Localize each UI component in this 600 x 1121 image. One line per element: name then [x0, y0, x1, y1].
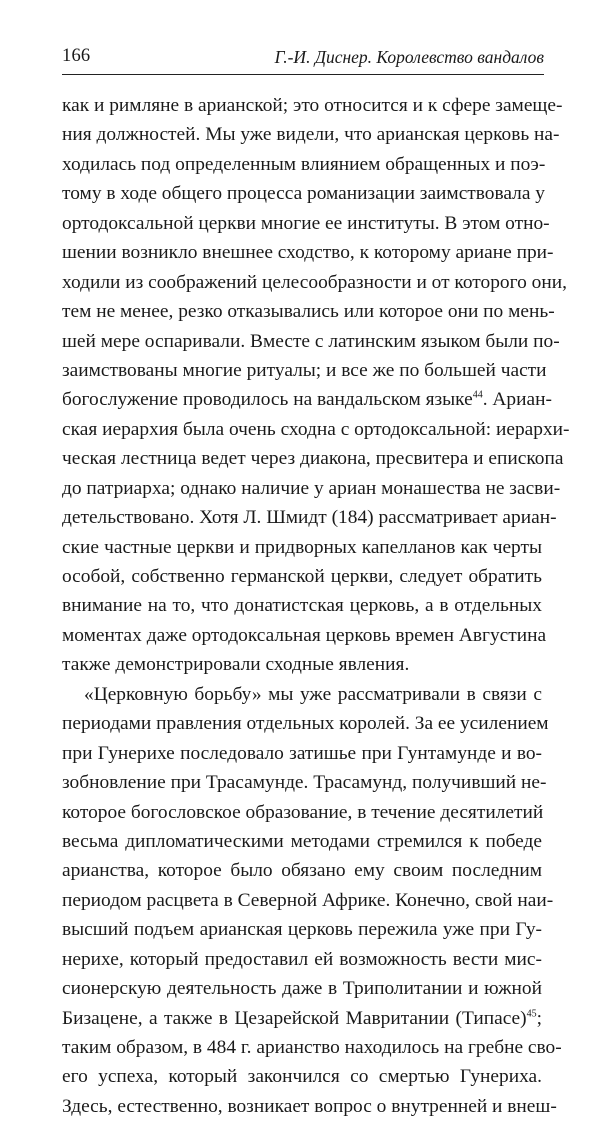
text-line: Здесь, естественно, возникает вопрос о внутренней и внеш- — [62, 1095, 557, 1117]
text-line: как и римляне в арианской; это относится и к сфере замеще- — [62, 95, 563, 116]
text-line: ские частные церкви и придворных капелланов как черты — [62, 536, 542, 558]
paragraph-1 — [62, 91, 570, 680]
text-line: ортодоксальной церкви многие ее институты. В этом отно- — [62, 212, 550, 234]
text-segment: . Ариан- — [482, 389, 552, 411]
text-line: шей мере оспаривали. Вместе с латинским языком были по- — [62, 330, 560, 352]
running-head: Г.-И. Диснер. Королевство вандалов — [274, 47, 544, 67]
text-line: также демонстрировали сходные явления. — [62, 654, 410, 676]
body-text — [62, 91, 570, 1121]
text-line: при Гунерихе последовало затишье при Гунтамунде и во- — [62, 742, 542, 764]
paragraph-2 — [62, 680, 562, 1121]
text-line: нерихе, который предоставил ей возможность вести мис- — [62, 948, 542, 970]
footnote-ref-44: 44 — [472, 389, 483, 401]
text-line: высший подъем арианская церковь пережила уже при Гу- — [62, 919, 542, 941]
text-segment: ; — [536, 1007, 542, 1029]
text-line: моментах даже ортодоксальная церковь времен Августина — [62, 624, 547, 646]
text-line: ческая лестница ведет через диакона, пресвитера и епископа — [62, 448, 564, 470]
text-line: детельствовано. Хотя Л. Шмидт (184) рассматривает ариан- — [62, 507, 557, 529]
text-line: которое богословское образование, в течение десятилетий — [62, 801, 544, 823]
text-line: зобновление при Трасамунде. Трасамунд, получивший не- — [62, 772, 547, 794]
text-segment: Бизацене, а также в Цезарейской Мавритании (Типасе) — [62, 1007, 527, 1029]
text-line: ходилась под определенным влиянием обращенных и поэ- — [62, 153, 546, 175]
text-line: весьма дипломатическими методами стремился к победе — [62, 830, 542, 852]
page-header — [62, 44, 544, 74]
page-number: 166 — [62, 46, 91, 66]
text-line: его успеха, который закончился со смертью Гунериха. — [62, 1066, 542, 1088]
text-line-with-footnote — [62, 385, 552, 414]
text-line: до патриарха; однако наличие у ариан монашества не засви- — [62, 477, 561, 499]
text-line: ская иерархия была очень сходна с ортодоксальной: иерархи- — [62, 418, 570, 440]
text-line: арианства, которое было обязано ему своим последним — [62, 860, 542, 882]
text-line: таким образом, в 484 г. арианство находилось на гребне сво- — [62, 1037, 562, 1058]
text-line: тому в ходе общего процесса романизации заимствовала у — [62, 183, 546, 205]
text-line: тем не менее, резко отказывались или которое они по мень- — [62, 301, 555, 323]
footnote-ref-45: 45 — [526, 1008, 537, 1020]
text-line: «Церковную борьбу» мы уже рассматривали в связи с — [84, 683, 542, 705]
text-line: ния должностей. Мы уже видели, что арианская церковь на- — [62, 124, 560, 146]
text-line: особой, собственно германской церкви, следует обратить — [62, 566, 542, 587]
header-rule — [62, 74, 544, 75]
text-segment: богослужение проводилось на вандальском языке — [62, 389, 473, 411]
text-line: периодами правления отдельных королей. За ее усилением — [62, 713, 549, 735]
text-line: ходили из соображений целесообразности и от которого они, — [62, 271, 567, 293]
text-line: внимание на то, что донатистская церковь, а в отдельных — [62, 595, 542, 617]
text-line: заимствованы многие ритуалы; и все же по большей части — [62, 359, 547, 381]
text-line: периодом расцвета в Северной Африке. Конечно, свой наи- — [62, 889, 554, 911]
text-line-with-footnote — [62, 1004, 542, 1033]
text-line: сионерскую деятельность даже в Триполитании и южной — [62, 978, 542, 1000]
text-line: шении возникло внешнее сходство, к которому ариане при- — [62, 242, 554, 264]
